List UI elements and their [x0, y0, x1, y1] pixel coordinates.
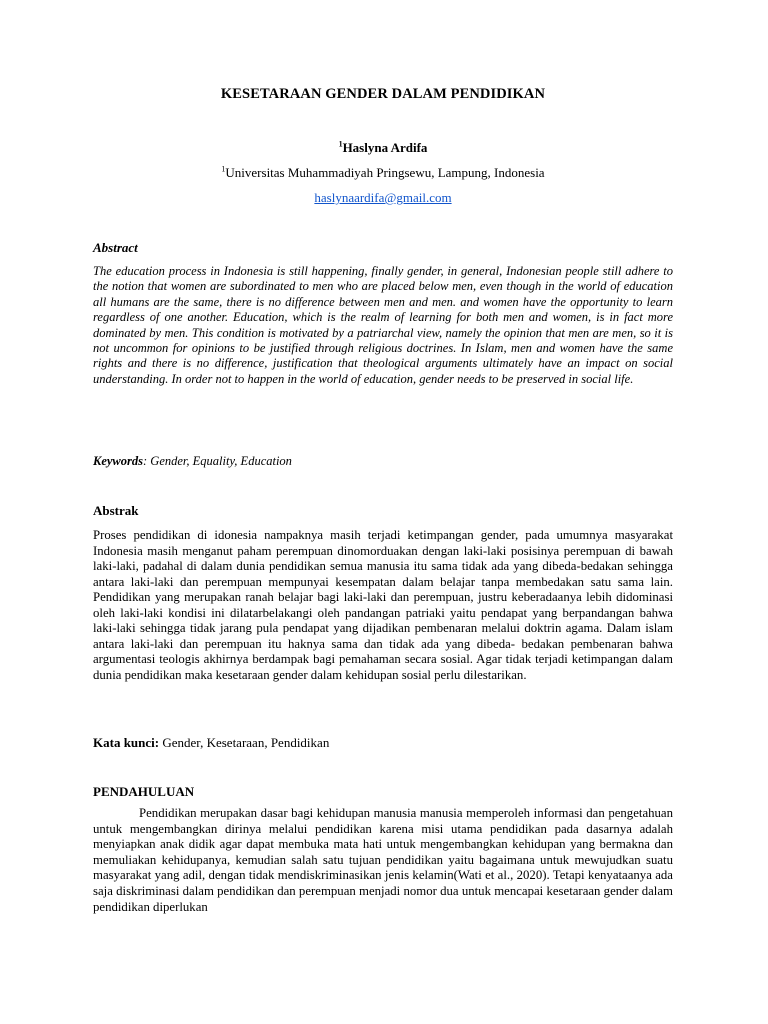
- affiliation-text: Universitas Muhammadiyah Pringsewu, Lampung, Indonesia: [225, 165, 545, 180]
- keywords-label: Keywords: [93, 454, 143, 468]
- paper-title: KESETARAAN GENDER DALAM PENDIDIKAN: [220, 86, 546, 102]
- author-superscript: 1: [338, 139, 343, 149]
- kata-kunci-label: Kata kunci:: [93, 735, 160, 750]
- document-page: [93, 0, 673, 1024]
- abstract-text: The education process in Indonesia is still happening, finally gender, in general, Indonesian people still adhere to the notion that women are subordinated to men who are placed below men, even though in the world of education all humans are the same, there is no difference between men and men. and women have the opportunity to learn regardless of one another. Education, which is the realm of learning for both men and women, is in fact more dominated by men. This condition is motivated by a patriarchal view, namely the opinion that men are men, so it is not uncommon for opinions to be justified through religious doctrines. In Islam, men and women have the same rights and there is no difference, justification that theological arguments ultimately have an impact on social understanding. In order not to happen in the world of education, gender needs to be preserved in social life.: [93, 264, 673, 386]
- keywords-line: [93, 454, 673, 469]
- abstrak-text: Proses pendidikan di idonesia nampaknya masih terjadi ketimpangan gender, pada umumnya masyarakat Indonesia masih menganut paham perempuan dinomorduakan dengan laki-laki posisinya perempuan di bawah laki-laki, padahal di dalam dunia pendidikan semua manusia itu sama tidak ada yang dibeda-bedakan sehingga antara laki-laki dan perempuan mempunyai kesempatan dalam belajar tanpa membedakan satu sama lain. Pendidikan yang merupakan ranah belajar bagi laki-laki dan perempuan, justru keberadaanya lebih didominasi oleh laki-laki kondisi ini dilatarbelakangi oleh pandangan patriaki yaitu pendapat yang berpandangan bahwa laki-laki sehingga tidak jarang pula pendapat yang dijadikan pembenaran melalui doktrin agama. Dalam islam antara laki-laki dan perempuan itu haknya sama dan tidak ada yang dibeda- bedakan pembenaran bahwa argumentasi teologis akhirnya berdampak bagi pemahaman secara sosial. Agar tidak terjadi ketimpangan dalam dunia pendidikan maka kesetaraan gender dalam kehidupan sosial perlu dilestarikan.: [93, 528, 673, 682]
- introduction-text: Pendidikan merupakan dasar bagi kehidupan manusia manusia memperoleh informasi dan pengetahuan untuk mengembangkan dirinya melalui pendidikan karena misi utama pendidikan pada dasarnya adalah menyiapkan anak didik agar dapat membuka mata hati untuk mengembangkan kehidupan yang bermakna dan memuliakan kehidupanya, kemudian salah satu tujuan pendidikan yaitu bagaimana untuk mewujudkan suatu masyarakat yang adil, dengan tidak mendiskriminasikan jenis kelamin(Wati et al., 2020). Tetapi kenyataanya ada saja diskriminasi dalam pendidikan dan perempuan menjadi nomor dua untuk mencapai kesetaraan gender dalam pendidikan diperlukan: [93, 806, 673, 914]
- kata-kunci-line: [93, 735, 673, 751]
- email-link[interactable]: haslynaardifa@gmail.com: [314, 190, 452, 205]
- author-name: Haslyna Ardifa: [342, 140, 428, 155]
- kata-kunci-values: Gender, Kesetaraan, Pendidikan: [159, 735, 330, 750]
- abstract-heading: Abstract: [93, 240, 138, 255]
- introduction-heading: PENDAHULUAN: [93, 784, 195, 799]
- author-line: [93, 140, 673, 156]
- email-line: [93, 190, 673, 206]
- affiliation-line: [93, 165, 673, 181]
- keywords-values: : Gender, Equality, Education: [143, 454, 292, 468]
- affiliation-superscript: 1: [221, 164, 226, 174]
- abstrak-heading: Abstrak: [93, 503, 139, 518]
